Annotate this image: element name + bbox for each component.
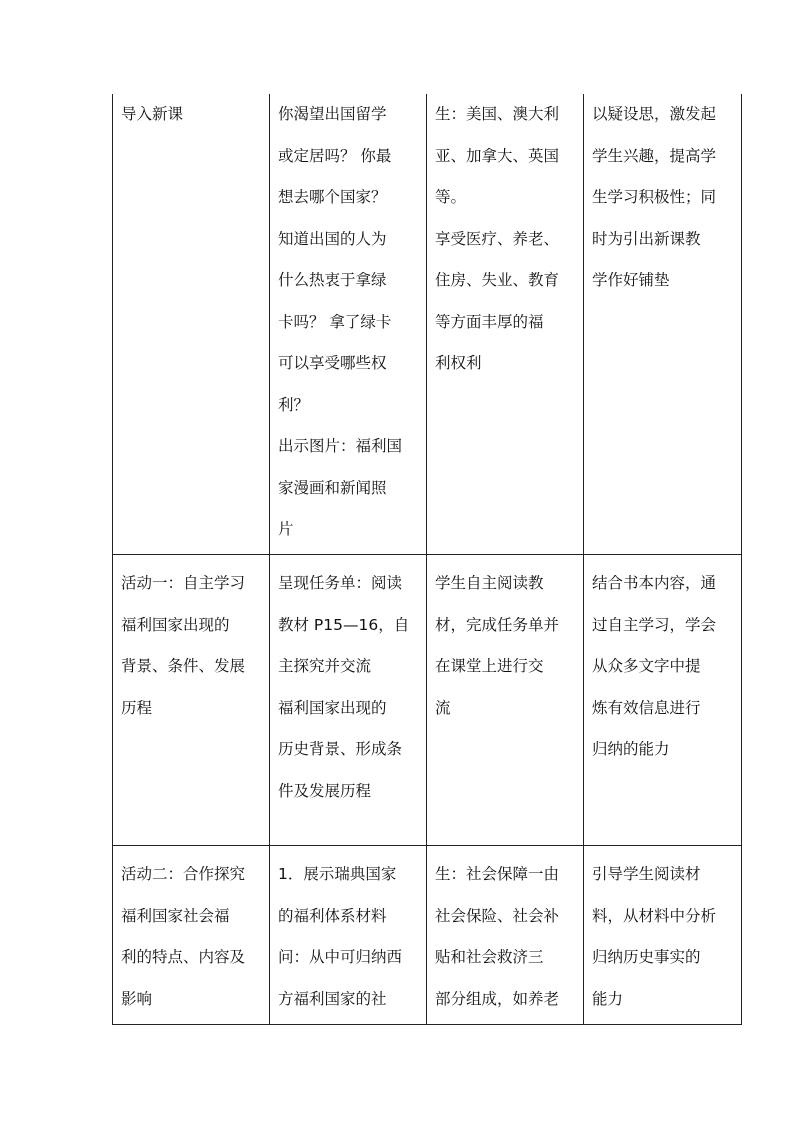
cell-line: 问：从中可归纳西 — [278, 948, 403, 966]
table-row — [113, 555, 742, 846]
cell-line: 福利国家出现的 — [278, 698, 387, 717]
design-intent-cell — [584, 94, 742, 555]
cell-line: 卡吗？ 拿了绿卡 — [278, 312, 392, 331]
cell-line: 福利国家社会福 — [121, 906, 230, 925]
cell-line: 等方面丰厚的福 — [435, 312, 544, 331]
cell-line: 材，完成任务单并 — [435, 615, 560, 634]
cell-line: 社会保险、社会补 — [435, 906, 560, 925]
cell-line: 时为引出新课教 — [592, 229, 701, 248]
teacher-activity-cell — [270, 555, 427, 846]
cell-line: 片 — [278, 520, 294, 538]
stage-cell — [113, 846, 270, 1025]
lesson-plan-table — [112, 94, 742, 1025]
cell-line: 从众多文字中提 — [592, 657, 701, 675]
table-row — [113, 94, 742, 555]
cell-line: 利的特点、内容及 — [121, 948, 246, 966]
cell-line: 部分组成，如养老 — [435, 989, 560, 1008]
cell-line: 利？ — [278, 395, 310, 414]
cell-line: 流 — [435, 698, 451, 717]
cell-line: 想去哪个国家？ — [278, 188, 387, 206]
cell-line: 学生自主阅读教 — [435, 574, 544, 592]
cell-line: 你渴望出国留学 — [278, 105, 387, 123]
cell-line: 家漫画和新闻照 — [278, 478, 387, 497]
cell-line: 教材 P15—16，自 — [278, 615, 410, 634]
cell-line: 学生兴趣，提高学 — [592, 146, 717, 165]
cell-line: 利权利 — [435, 354, 482, 372]
cell-line: 贴和社会救济三 — [435, 948, 544, 966]
cell-line: 归纳的能力 — [592, 740, 670, 758]
table-row — [113, 846, 742, 1025]
cell-line: 生学习积极性；同 — [592, 188, 717, 206]
teacher-activity-cell — [270, 94, 427, 555]
cell-line: 活动二：合作探究 — [121, 865, 246, 883]
cell-line: 方福利国家的社 — [278, 989, 387, 1008]
cell-line: 炼有效信息进行 — [592, 698, 701, 717]
cell-line: 生：美国、澳大利 — [435, 105, 560, 123]
cell-line: 引导学生阅读材 — [592, 865, 701, 883]
cell-line: 什么热衷于拿绿 — [278, 271, 387, 289]
cell-line: 呈现任务单：阅读 — [278, 574, 403, 592]
design-intent-cell — [584, 846, 742, 1025]
cell-line: 料，从材料中分析 — [592, 906, 717, 925]
cell-line: 活动一：自主学习 — [121, 574, 246, 592]
cell-line: 知道出国的人为 — [278, 229, 387, 248]
cell-line: 件及发展历程 — [278, 781, 372, 800]
student-activity-cell — [427, 846, 584, 1025]
cell-line: 可以享受哪些权 — [278, 354, 387, 372]
cell-line: 亚、加拿大、英国 — [435, 146, 560, 165]
cell-line: 归纳历史事实的 — [592, 948, 701, 966]
cell-line: 的福利体系材料 — [278, 906, 387, 925]
cell-line: 历程 — [121, 698, 153, 717]
cell-line: 过自主学习，学会 — [592, 615, 717, 634]
cell-line: 学作好铺垫 — [592, 271, 670, 289]
cell-line: 或定居吗？ 你最 — [278, 146, 392, 165]
cell-line: 出示图片：福利国 — [278, 437, 403, 455]
design-intent-cell — [584, 555, 742, 846]
student-activity-cell — [427, 94, 584, 555]
cell-line: 能力 — [592, 989, 624, 1008]
cell-line: 1．展示瑞典国家 — [278, 865, 397, 883]
cell-line: 历史背景、形成条 — [278, 740, 403, 758]
cell-line: 享受医疗、养老、 — [435, 229, 560, 248]
cell-line: 住房、失业、教育 — [435, 271, 560, 289]
cell-line: 生：社会保障一由 — [435, 865, 560, 883]
cell-line: 主探究并交流 — [278, 657, 372, 675]
stage-cell — [113, 555, 270, 846]
cell-line: 影响 — [121, 989, 153, 1008]
cell-line: 导入新课 — [121, 105, 184, 123]
teacher-activity-cell — [270, 846, 427, 1025]
cell-line: 等。 — [435, 188, 467, 206]
cell-line: 福利国家出现的 — [121, 615, 230, 634]
cell-line: 在课堂上进行交 — [435, 657, 544, 675]
student-activity-cell — [427, 555, 584, 846]
stage-cell — [113, 94, 270, 555]
cell-line: 结合书本内容，通 — [592, 574, 717, 592]
cell-line: 背景、条件、发展 — [121, 657, 246, 675]
cell-line: 以疑设思，激发起 — [592, 105, 717, 123]
